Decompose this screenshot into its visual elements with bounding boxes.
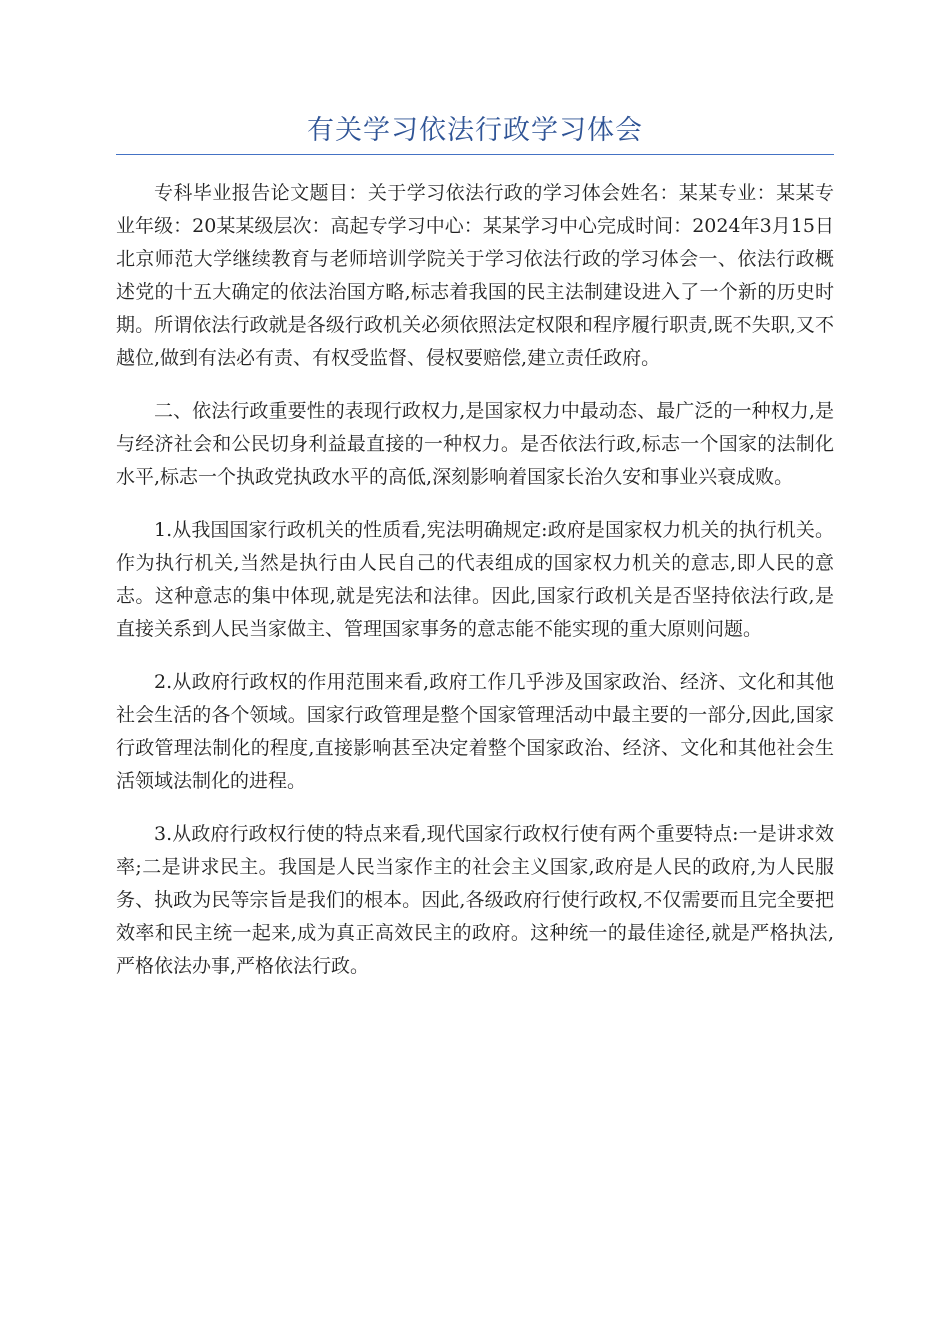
paragraph-2: 二、依法行政重要性的表现行政权力,是国家权力中最动态、最广泛的一种权力,是与经济社会和公民切身利益最直接的一种权力。是否依法行政,标志一个国家的法制化水平,标志一个执政党执政水平的高低,深刻影响着国家长治久安和事业兴衰成败。 [116, 400, 834, 488]
document-title: 有关学习依法行政学习体会 [307, 115, 643, 146]
paragraph-3: 1.从我国国家行政机关的性质看,宪法明确规定:政府是国家权力机关的执行机关。作为执行机关,当然是执行由人民自己的代表组成的国家权力机关的意志,即人民的意志。这种意志的集中体现,就是宪法和法律。因此,国家行政机关是否坚持依法行政,是直接关系到人民当家做主、管理国家事务的意志能不能实现的重大原则问题。 [116, 519, 834, 640]
document-page [116, 108, 834, 1003]
paragraph-4: 2.从政府行政权的作用范围来看,政府工作几乎涉及国家政治、经济、文化和其他社会生活的各个领域。国家行政管理是整个国家管理活动中最主要的一部分,因此,国家行政管理法制化的程度,直接影响甚至决定着整个国家政治、经济、文化和其他社会生活领域法制化的进程。 [116, 671, 834, 792]
paragraph-1: 专科毕业报告论文题目：关于学习依法行政的学习体会姓名：某某专业：某某专业年级：20某某级层次：高起专学习中心：某某学习中心完成时间：2024年3月15日北京师范大学继续教育与老师培训学院关于学习依法行政的学习体会一、依法行政概述党的十五大确定的依法治国方略,标志着我国的民主法制建设进入了一个新的历史时期。所谓依法行政就是各级行政机关必须依照法定权限和程序履行职责,既不失职,又不越位,做到有法必有责、有权受监督、侵权要赔偿,建立责任政府。 [116, 182, 834, 369]
title-underline [116, 154, 834, 155]
document-body [116, 177, 834, 983]
paragraph-5: 3.从政府行政权行使的特点来看,现代国家行政权行使有两个重要特点:一是讲求效率;二是讲求民主。我国是人民当家作主的社会主义国家,政府是人民的政府,为人民服务、执政为民等宗旨是我们的根本。因此,各级政府行使行政权,不仅需要而且完全要把效率和民主统一起来,成为真正高效民主的政府。这种统一的最佳途径,就是严格执法,严格依法办事,严格依法行政。 [116, 823, 834, 977]
